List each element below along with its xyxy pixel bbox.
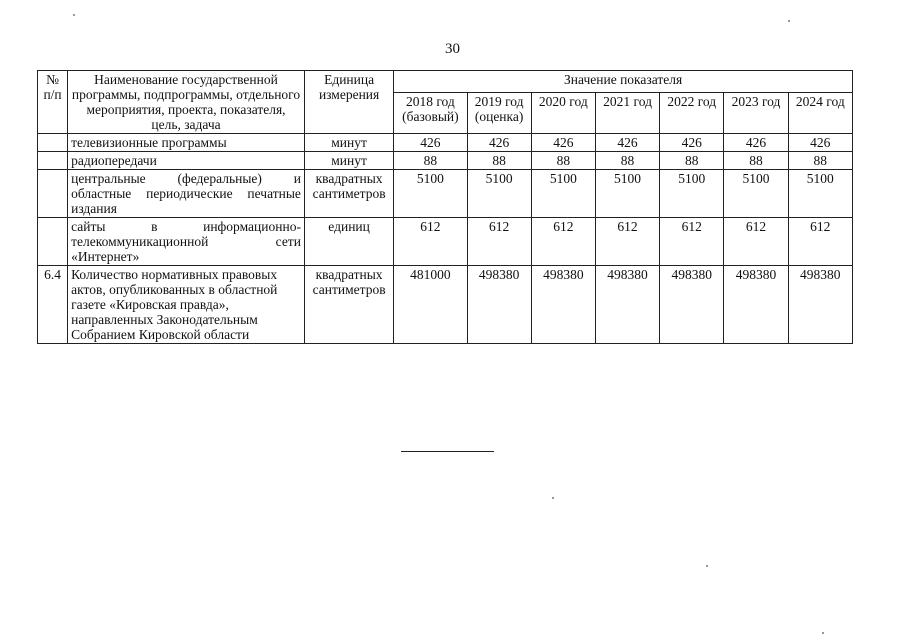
row-value: 88	[467, 152, 531, 170]
page-number: 30	[445, 41, 460, 57]
row-unit: минут	[304, 152, 393, 170]
scan-speck	[706, 565, 708, 567]
row-value: 612	[467, 218, 531, 266]
row-value: 498380	[788, 266, 852, 344]
table-header-row	[38, 71, 853, 93]
indicator-table	[37, 70, 853, 344]
table-row	[38, 218, 853, 266]
row-name: радиопередачи	[68, 152, 305, 170]
row-num	[38, 218, 68, 266]
row-unit: минут	[304, 134, 393, 152]
header-unit: Единица измерения	[304, 71, 393, 134]
row-value: 426	[595, 134, 659, 152]
header-year-cell: 2021 год	[595, 93, 659, 134]
row-name: сайты в информационно-телекоммуникационной сети «Интернет»	[68, 218, 305, 266]
row-value: 481000	[394, 266, 467, 344]
row-num	[38, 134, 68, 152]
row-value: 88	[394, 152, 467, 170]
header-values-group: Значение показателя	[394, 71, 853, 93]
row-num	[38, 170, 68, 218]
row-value: 88	[788, 152, 852, 170]
row-value: 612	[660, 218, 724, 266]
row-value: 5100	[595, 170, 659, 218]
row-value: 5100	[531, 170, 595, 218]
row-value: 498380	[595, 266, 659, 344]
row-name: центральные (федеральные) и областные периодические печатные издания	[68, 170, 305, 218]
row-unit: единиц	[304, 218, 393, 266]
table-row	[38, 152, 853, 170]
row-value: 5100	[788, 170, 852, 218]
scan-speck	[552, 497, 554, 499]
row-num	[38, 152, 68, 170]
scan-speck	[788, 20, 790, 22]
table-row	[38, 266, 853, 344]
scan-speck	[822, 632, 824, 634]
row-value: 88	[660, 152, 724, 170]
header-name: Наименование государственной программы, подпрограммы, отдельного мероприятия, проекта, показателя, цель, задача	[68, 71, 305, 134]
row-value: 498380	[724, 266, 788, 344]
row-value: 5100	[724, 170, 788, 218]
header-year-cell: 2019 год (оценка)	[467, 93, 531, 134]
row-value: 5100	[394, 170, 467, 218]
table-row	[38, 134, 853, 152]
header-year-cell: 2024 год	[788, 93, 852, 134]
row-value: 498380	[660, 266, 724, 344]
row-value: 498380	[467, 266, 531, 344]
row-value: 612	[394, 218, 467, 266]
row-name: телевизионные программы	[68, 134, 305, 152]
row-value: 426	[394, 134, 467, 152]
row-value: 5100	[467, 170, 531, 218]
scan-speck	[73, 14, 75, 16]
row-unit: квадратных сантиметров	[304, 170, 393, 218]
row-value: 426	[788, 134, 852, 152]
row-name: Количество нормативных правовых актов, опубликованных в областной газете «Кировская правда», направленных Законодательным Собранием Кировской области	[68, 266, 305, 344]
table-row	[38, 170, 853, 218]
row-value: 88	[724, 152, 788, 170]
row-value: 612	[724, 218, 788, 266]
row-value: 426	[531, 134, 595, 152]
row-num: 6.4	[38, 266, 68, 344]
header-year-cell: 2022 год	[660, 93, 724, 134]
header-year-cell: 2020 год	[531, 93, 595, 134]
row-value: 612	[595, 218, 659, 266]
header-num: № п/п	[38, 71, 68, 134]
header-year-cell: 2018 год (базовый)	[394, 93, 467, 134]
row-value: 498380	[531, 266, 595, 344]
row-value: 88	[531, 152, 595, 170]
row-unit: квадратных сантиметров	[304, 266, 393, 344]
header-year-cell: 2023 год	[724, 93, 788, 134]
row-value: 612	[531, 218, 595, 266]
end-rule	[401, 451, 494, 452]
row-value: 612	[788, 218, 852, 266]
row-value: 426	[467, 134, 531, 152]
row-value: 5100	[660, 170, 724, 218]
row-value: 426	[724, 134, 788, 152]
row-value: 426	[660, 134, 724, 152]
row-value: 88	[595, 152, 659, 170]
